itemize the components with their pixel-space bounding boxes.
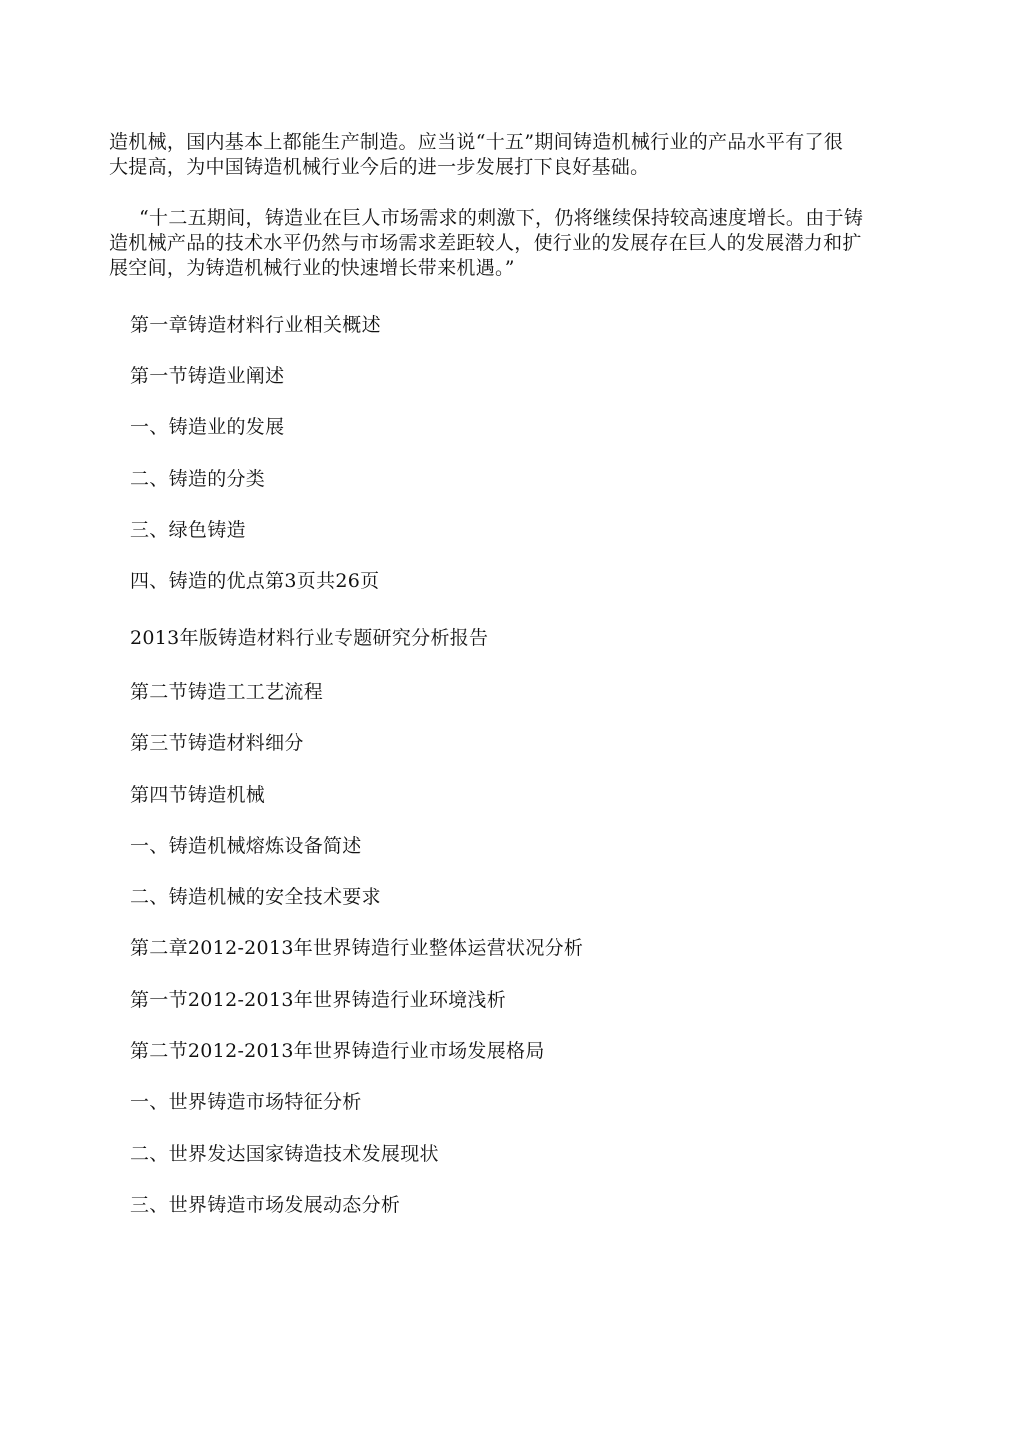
subsection-item: 一、铸造机械熔炼设备简述 [130, 835, 362, 857]
subsection-item: 一、铸造业的发展 [130, 416, 285, 438]
section-heading: 第一节2012-2013年世界铸造行业环境浅析 [130, 989, 507, 1011]
paragraph-line: “十二五期间，铸造业在巨人市场需求的刺激下，仍将继续保持较高速度增长。由于铸 [139, 207, 864, 229]
paragraph-line: 大提高，为中国铸造机械行业今后的进一步发展打下良好基础。 [109, 156, 650, 178]
section-heading: 第四节铸造机械 [130, 784, 266, 806]
subsection-item: 二、铸造机械的安全技术要求 [130, 886, 381, 908]
report-running-header: 2013年版铸造材料行业专题研究分析报告 [130, 627, 489, 649]
body-paragraph [109, 130, 909, 180]
subsection-item: 三、世界铸造市场发展动态分析 [130, 1194, 401, 1216]
subsection-item: 二、铸造的分类 [130, 468, 266, 490]
subsection-item: 一、世界铸造市场特征分析 [130, 1091, 362, 1113]
section-heading: 第一节铸造业阐述 [130, 365, 285, 387]
subsection-item: 二、世界发达国家铸造技术发展现状 [130, 1143, 439, 1165]
subsection-item-with-page-footer: 四、铸造的优点第3页共26页 [130, 570, 380, 592]
section-heading: 第三节铸造材料细分 [130, 732, 304, 754]
quote-paragraph [109, 206, 909, 281]
paragraph-line: 造机械，国内基本上都能生产制造。应当说“十五”期间铸造机械行业的产品水平有了很 [109, 131, 844, 153]
section-heading: 第二节铸造工工艺流程 [130, 681, 324, 703]
paragraph-line: 展空间，为铸造机械行业的快速增长带来机遇。” [109, 257, 515, 279]
chapter-heading: 第一章铸造材料行业相关概述 [130, 314, 381, 336]
paragraph-line: 造机械产品的技术水平仍然与市场需求差距较人，使行业的发展存在巨人的发展潜力和扩 [109, 232, 862, 254]
section-heading: 第二节2012-2013年世界铸造行业市场发展格局 [130, 1040, 545, 1062]
subsection-item: 三、绿色铸造 [130, 519, 246, 541]
chapter-heading: 第二章2012-2013年世界铸造行业整体运营状况分析 [130, 937, 584, 959]
